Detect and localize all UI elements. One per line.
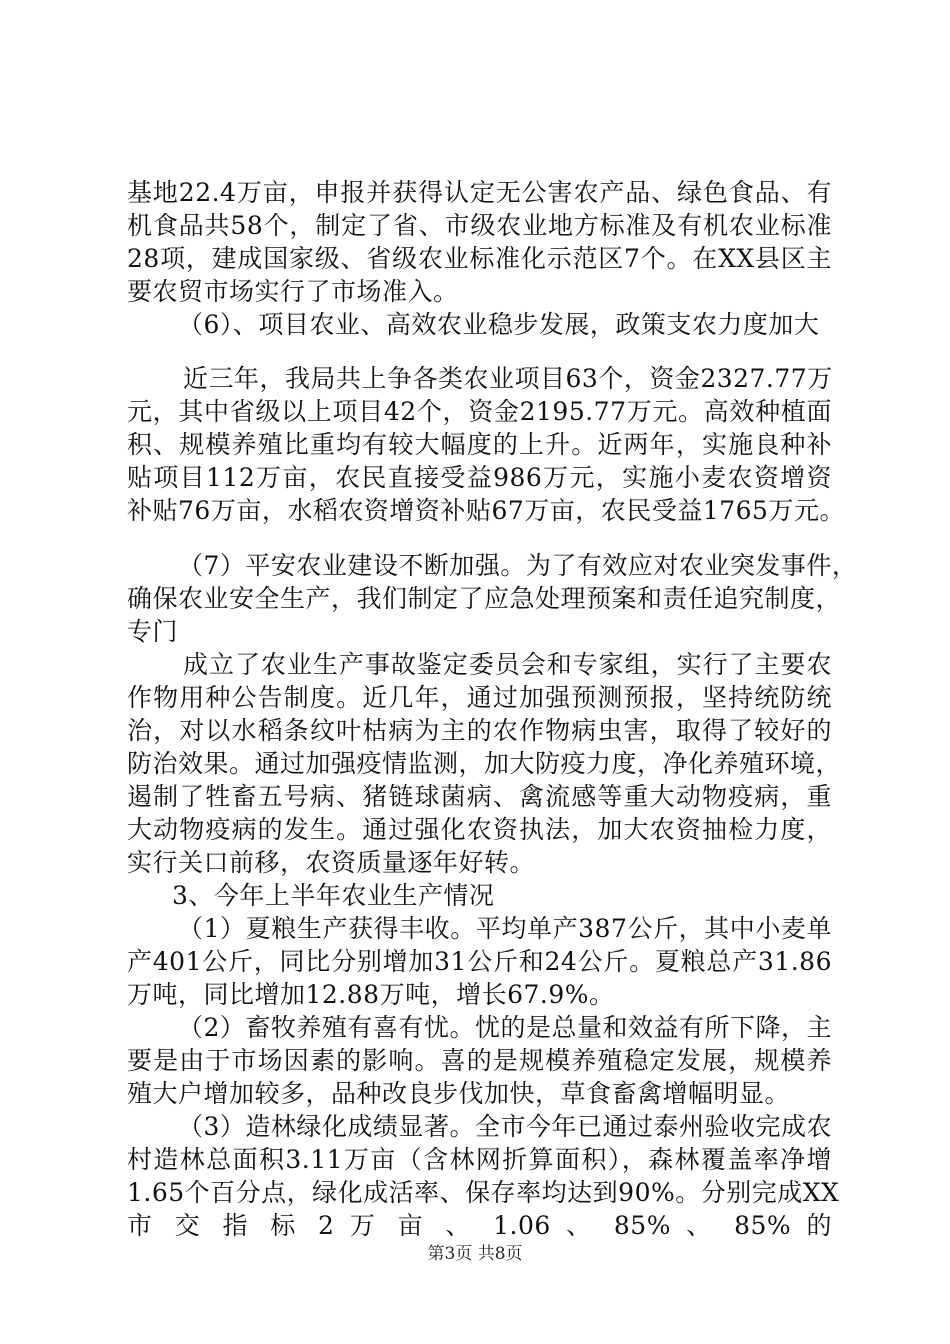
text-line: 元，其中省级以上项目42个，资金2195.77万元。高效种植面: [127, 397, 832, 426]
text-line: 作物用种公告制度。近几年，通过加强预测预报，坚持统防统: [127, 683, 832, 712]
text-line: 万吨，同比增加12.88万吨，增长67.9%。: [127, 980, 615, 1009]
text-line: （2）畜牧养殖有喜有忧。忧的是总量和效益有所下降，主: [178, 1013, 832, 1042]
text-line: 村造林总面积3.11万亩（含林网折算面积），森林覆盖率净增: [127, 1145, 832, 1174]
text-line: 1.65个百分点，绿化成活率、保存率均达到90%。分别完成XX: [127, 1178, 840, 1207]
text-line: 成立了农业生产事故鉴定委员会和专家组，实行了主要农: [183, 650, 832, 679]
text-line: 28项，建成国家级、省级农业标准化示范区7个。在XX县区主: [127, 244, 832, 273]
page-number-footer: 第3页 共8页: [427, 1244, 523, 1264]
text-line: 贴项目112万亩，农民直接受益986万元，实施小麦农资增资: [127, 463, 832, 492]
text-line: （3）造林绿化成绩显著。全市今年已通过泰州验收完成农: [178, 1112, 832, 1141]
text-line: 要是由于市场因素的影响。喜的是规模养殖稳定发展，规模养: [127, 1046, 832, 1075]
section-heading: （6）、项目农业、高效农业稳步发展，政策支农力度加大: [178, 310, 820, 339]
text-line: 基地22.4万亩，申报并获得认定无公害农产品、绿色食品、有: [127, 178, 832, 207]
text-line: 实行关口前移，农资质量逐年好转。: [127, 848, 536, 877]
text-line: 治，对以水稻条纹叶枯病为主的农作物病虫害，取得了较好的: [127, 716, 832, 745]
section-heading: 3、今年上半年农业生产情况: [172, 881, 495, 910]
text-line: 近三年，我局共上争各类农业项目63个，资金2327.77万: [183, 364, 833, 393]
text-line: 机食品共58个，制定了省、市级农业地方标准及有机农业标准: [127, 211, 832, 240]
text-line: 防治效果。通过加强疫情监测，加大防疫力度，净化养殖环境，: [127, 749, 842, 778]
text-line: （1）夏粮生产获得丰收。平均单产387公斤，其中小麦单: [178, 914, 832, 943]
text-line: 确保农业安全生产，我们制定了应急处理预案和责任追究制度，: [127, 584, 842, 613]
text-line: 专门: [127, 617, 179, 646]
text-line: 市 交 指 标 2 万 亩 、 1.06 、 85% 、 85% 的: [127, 1211, 832, 1240]
text-line: 要农贸市场实行了市场准入。: [127, 277, 459, 306]
text-line: 补贴76万亩，水稻农资增资补贴67万亩，农民受益1765万元。: [127, 496, 845, 525]
text-line: 遏制了牲畜五号病、猪链球菌病、禽流感等重大动物疫病，重: [127, 782, 832, 811]
text-line: 积、规模养殖比重均有较大幅度的上升。近两年，实施良种补: [127, 430, 832, 459]
text-line: 产401公斤，同比分别增加31公斤和24公斤。夏粮总产31.86: [127, 947, 832, 976]
text-line: 大动物疫病的发生。通过强化农资执法，加大农资抽检力度，: [127, 815, 832, 844]
text-line: 殖大户增加较多，品种改良步伐加快，草食畜禽增幅明显。: [127, 1079, 791, 1108]
text-line: （7）平安农业建设不断加强。为了有效应对农业突发事件，: [178, 551, 858, 580]
